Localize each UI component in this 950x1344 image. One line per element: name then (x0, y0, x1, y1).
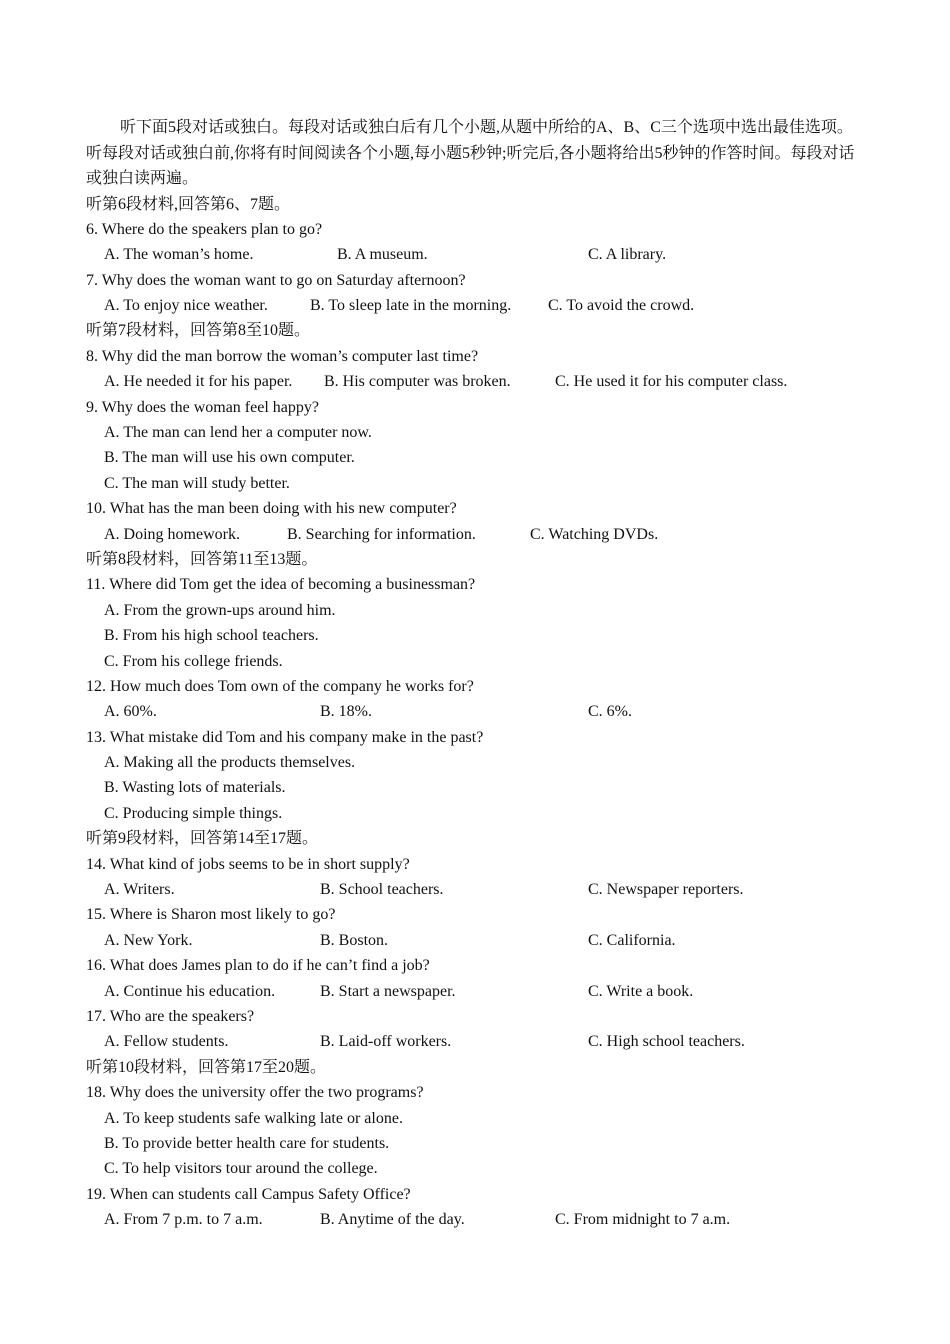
option-a: A. To enjoy nice weather. (104, 297, 268, 315)
option-a: A. The man can lend her a computer now. (104, 424, 372, 442)
option-b: B. Boston. (320, 931, 389, 949)
option-b: B. To provide better health care for students. (104, 1134, 390, 1152)
option-b: B. Start a newspaper. (320, 982, 456, 1000)
option-b: B. Laid-off workers. (320, 1033, 452, 1051)
option-row (86, 979, 866, 1004)
option-a: A. Doing homework. (104, 525, 240, 543)
option-row (86, 1029, 866, 1054)
question-stem: 19. When can students call Campus Safety Office? (86, 1185, 411, 1203)
section-heading: 听第9段材料，回答第14至17题。 (86, 830, 319, 848)
option-b: B. The man will use his own computer. (104, 449, 355, 467)
option-c: C. The man will study better. (104, 474, 290, 492)
option-b: B. Searching for information. (287, 525, 476, 543)
question-stem: 18. Why does the university offer the two programs? (86, 1084, 424, 1102)
question-stem: 15. Where is Sharon most likely to go? (86, 906, 336, 924)
option-a: A. Making all the products themselves. (104, 754, 356, 772)
option-row (86, 369, 866, 394)
option-a: A. 60%. (104, 703, 157, 721)
question-stem: 8. Why did the man borrow the woman’s computer last time? (86, 347, 479, 365)
question-stem: 14. What kind of jobs seems to be in short supply? (86, 855, 410, 873)
question-stem: 9. Why does the woman feel happy? (86, 398, 319, 416)
option-b: B. Wasting lots of materials. (104, 779, 286, 797)
option-row (86, 877, 866, 902)
option-a: A. To keep students safe walking late or alone. (104, 1109, 403, 1127)
option-b: B. To sleep late in the morning. (310, 297, 512, 315)
option-a: A. Writers. (104, 881, 175, 899)
option-row (86, 1207, 866, 1232)
section-heading: 听第7段材料，回答第8至10题。 (86, 322, 311, 340)
option-c: C. California. (588, 931, 676, 949)
question-stem: 13. What mistake did Tom and his company make in the past? (86, 728, 484, 746)
option-c: C. From his college friends. (104, 652, 283, 670)
option-c: C. Write a book. (588, 982, 694, 1000)
option-a: A. Fellow students. (104, 1033, 229, 1051)
option-c: C. A library. (588, 246, 667, 264)
question-stem: 12. How much does Tom own of the company he works for? (86, 677, 474, 695)
option-b: B. Anytime of the day. (320, 1211, 465, 1229)
option-a: A. He needed it for his paper. (104, 373, 293, 391)
section-heading: 听第10段材料，回答第17至20题。 (86, 1058, 327, 1076)
question-stem: 7. Why does the woman want to go on Saturday afternoon? (86, 271, 466, 289)
option-c: C. Producing simple things. (104, 804, 283, 822)
option-c: C. He used it for his computer class. (555, 373, 788, 391)
option-a: A. From the grown-ups around him. (104, 601, 336, 619)
option-c: C. To avoid the crowd. (548, 297, 695, 315)
option-a: A. Continue his education. (104, 982, 276, 1000)
option-b: B. A museum. (337, 246, 428, 264)
question-stem: 11. Where did Tom get the idea of becoming a businessman? (86, 576, 476, 594)
instructions-paragraph: 听下面5段对话或独白。每段对话或独白后有几个小题,从题中所给的A、B、C三个选项中选出最佳选项。听每段对话或独白前,你将有时间阅读各个小题,每小题5秒钟;听完后,各小题将给出5秒钟的作答时间。每段对话或独白读两遍。 (86, 119, 855, 187)
option-row (86, 293, 866, 318)
option-c: C. High school teachers. (588, 1033, 745, 1051)
option-b: B. 18%. (320, 703, 372, 721)
option-a: A. From 7 p.m. to 7 a.m. (104, 1211, 263, 1229)
option-b: B. From his high school teachers. (104, 627, 319, 645)
question-stem: 10. What has the man been doing with his new computer? (86, 500, 457, 518)
question-stem: 6. Where do the speakers plan to go? (86, 220, 323, 238)
option-c: C. Newspaper reporters. (588, 881, 744, 899)
option-c: C. 6%. (588, 703, 632, 721)
section-heading: 听第8段材料，回答第11至13题。 (86, 550, 318, 568)
section-heading: 听第6段材料,回答第6、7题。 (86, 195, 291, 213)
option-row (86, 928, 866, 953)
option-a: A. The woman’s home. (104, 246, 254, 264)
option-a: A. New York. (104, 931, 193, 949)
option-row (86, 522, 866, 547)
option-row (86, 699, 866, 724)
exam-page (86, 115, 866, 1233)
option-c: C. To help visitors tour around the college. (104, 1160, 378, 1178)
option-c: C. Watching DVDs. (530, 525, 659, 543)
option-b: B. His computer was broken. (324, 373, 511, 391)
option-b: B. School teachers. (320, 881, 444, 899)
question-stem: 16. What does James plan to do if he can’t find a job? (86, 957, 430, 975)
option-row (86, 242, 866, 267)
option-c: C. From midnight to 7 a.m. (555, 1211, 731, 1229)
question-stem: 17. Who are the speakers? (86, 1008, 255, 1025)
